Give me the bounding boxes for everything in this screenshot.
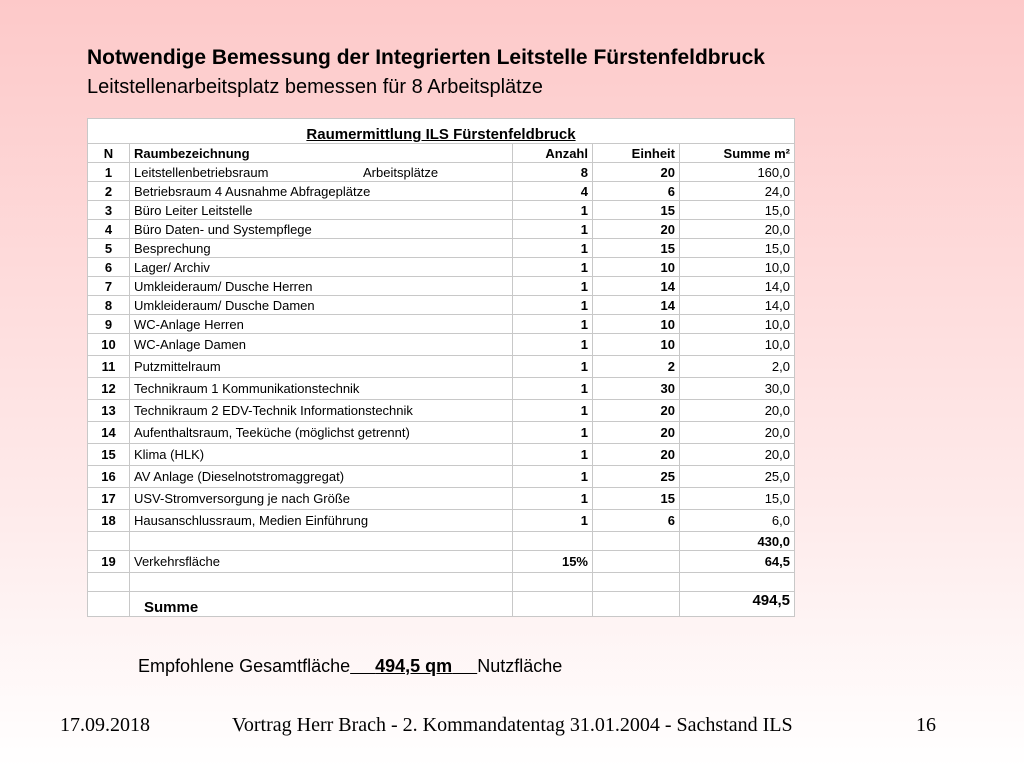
subtotal-value: 430,0 bbox=[680, 532, 795, 551]
footer-title: Vortrag Herr Brach - 2. Kommandatentag 31.01.2004 - Sachstand ILS bbox=[232, 714, 793, 736]
row-number: 13 bbox=[88, 400, 130, 422]
row-einheit: 25 bbox=[593, 466, 680, 488]
row-name-text: Technikraum 2 EDV-Technik Informationstechnik bbox=[134, 403, 413, 418]
slide-title: Notwendige Bemessung der Integrierten Leitstelle Fürstenfeldbruck bbox=[87, 46, 765, 69]
row-anzahl: 4 bbox=[513, 182, 593, 201]
table-row bbox=[88, 400, 795, 422]
recommendation-value: 494,5 qm bbox=[375, 656, 453, 676]
table-row bbox=[88, 220, 795, 239]
row-name bbox=[130, 315, 513, 334]
row-einheit: 14 bbox=[593, 296, 680, 315]
row-einheit: 15 bbox=[593, 201, 680, 220]
recommendation bbox=[138, 656, 562, 677]
table-caption-row bbox=[88, 119, 795, 144]
room-table-body bbox=[88, 119, 795, 617]
header-name: Raumbezeichnung bbox=[130, 144, 513, 163]
row-einheit: 6 bbox=[593, 510, 680, 532]
row-einheit: 10 bbox=[593, 258, 680, 277]
row-anzahl: 1 bbox=[513, 334, 593, 356]
empty-cell bbox=[88, 592, 130, 617]
row-name-text: Besprechung bbox=[134, 240, 211, 256]
table-row bbox=[88, 356, 795, 378]
empty-cell bbox=[593, 532, 680, 551]
row-name bbox=[130, 239, 513, 258]
row-summe: 20,0 bbox=[680, 220, 795, 239]
row-number: 12 bbox=[88, 378, 130, 400]
row-anzahl: 8 bbox=[513, 163, 593, 182]
empty-row bbox=[88, 573, 795, 592]
row-summe: 10,0 bbox=[680, 258, 795, 277]
row-name bbox=[130, 400, 513, 422]
header-n: N bbox=[88, 144, 130, 163]
row-name bbox=[130, 277, 513, 296]
row-name-extra: Arbeitsplätze bbox=[363, 164, 439, 180]
empty-cell bbox=[513, 573, 593, 592]
table-row bbox=[88, 510, 795, 532]
table-row bbox=[88, 422, 795, 444]
row-anzahl: 1 bbox=[513, 201, 593, 220]
recommendation-suffix: Nutzfläche bbox=[477, 656, 563, 676]
row-einheit: 10 bbox=[593, 334, 680, 356]
empty-cell bbox=[130, 573, 513, 592]
row-summe: 30,0 bbox=[680, 378, 795, 400]
row-summe: 10,0 bbox=[680, 334, 795, 356]
row-anzahl: 1 bbox=[513, 258, 593, 277]
row-anzahl: 1 bbox=[513, 444, 593, 466]
row-anzahl: 1 bbox=[513, 356, 593, 378]
row-summe: 14,0 bbox=[680, 296, 795, 315]
row-anzahl: 1 bbox=[513, 315, 593, 334]
row-name bbox=[130, 466, 513, 488]
table-header-row bbox=[88, 144, 795, 163]
row-name bbox=[130, 201, 513, 220]
row-anzahl: 1 bbox=[513, 488, 593, 510]
empty-cell bbox=[593, 551, 680, 573]
row-number: 15 bbox=[88, 444, 130, 466]
row-number: 14 bbox=[88, 422, 130, 444]
table-row bbox=[88, 466, 795, 488]
empty-cell bbox=[593, 573, 680, 592]
table-row bbox=[88, 488, 795, 510]
row-anzahl: 1 bbox=[513, 466, 593, 488]
row-number: 11 bbox=[88, 356, 130, 378]
empty-cell bbox=[513, 532, 593, 551]
row-name bbox=[130, 182, 513, 201]
total-value: 494,5 bbox=[680, 592, 795, 617]
row-name bbox=[130, 220, 513, 239]
row-name bbox=[130, 422, 513, 444]
row-name-text: Aufenthaltsraum, Teeküche (möglichst getrennt) bbox=[134, 425, 410, 440]
room-table bbox=[87, 118, 795, 617]
row-name-text: WC-Anlage Herren bbox=[134, 316, 244, 332]
recommendation-prefix: Empfohlene Gesamtfläche bbox=[138, 656, 351, 676]
row-name-text: Putzmittelraum bbox=[134, 359, 221, 374]
table-row bbox=[88, 182, 795, 201]
row-name-text: Umkleideraum/ Dusche Damen bbox=[134, 297, 315, 313]
row-summe: 15,0 bbox=[680, 488, 795, 510]
row-anzahl: 1 bbox=[513, 296, 593, 315]
row-name-text: Klima (HLK) bbox=[134, 447, 205, 462]
row-number: 1 bbox=[88, 163, 130, 182]
row-anzahl: 1 bbox=[513, 422, 593, 444]
table-row bbox=[88, 296, 795, 315]
table-row bbox=[88, 277, 795, 296]
row-anzahl: 1 bbox=[513, 400, 593, 422]
row-name bbox=[130, 296, 513, 315]
table-row bbox=[88, 444, 795, 466]
row-name-text: Betriebsraum 4 Ausnahme Abfrageplätze bbox=[134, 183, 371, 199]
row-summe: 20,0 bbox=[680, 400, 795, 422]
row-number: 19 bbox=[88, 551, 130, 573]
empty-cell bbox=[680, 573, 795, 592]
table-caption: Raumermittlung ILS Fürstenfeldbruck bbox=[88, 119, 795, 144]
row-name bbox=[130, 444, 513, 466]
row-name-text: USV-Stromversorgung je nach Größe bbox=[134, 491, 351, 506]
row-name bbox=[130, 510, 513, 532]
row-anzahl: 1 bbox=[513, 239, 593, 258]
row-einheit: 20 bbox=[593, 220, 680, 239]
row-einheit: 20 bbox=[593, 444, 680, 466]
row-einheit: 30 bbox=[593, 378, 680, 400]
row-summe: 2,0 bbox=[680, 356, 795, 378]
empty-cell bbox=[88, 573, 130, 592]
row-einheit: 20 bbox=[593, 163, 680, 182]
row-summe: 15,0 bbox=[680, 239, 795, 258]
table-row bbox=[88, 334, 795, 356]
row-number: 18 bbox=[88, 510, 130, 532]
header-einheit: Einheit bbox=[593, 144, 680, 163]
row-number: 17 bbox=[88, 488, 130, 510]
row-name-text: WC-Anlage Damen bbox=[134, 337, 246, 352]
row-summe: 14,0 bbox=[680, 277, 795, 296]
row-anzahl: 1 bbox=[513, 378, 593, 400]
header-summe: Summe m² bbox=[680, 144, 795, 163]
footer-page-number: 16 bbox=[916, 714, 936, 736]
row-name bbox=[130, 488, 513, 510]
empty-cell bbox=[130, 532, 513, 551]
empty-cell bbox=[593, 592, 680, 617]
traffic-area-row bbox=[88, 551, 795, 573]
row-summe: 15,0 bbox=[680, 201, 795, 220]
row-einheit: 20 bbox=[593, 422, 680, 444]
empty-cell bbox=[88, 532, 130, 551]
row-anzahl: 15% bbox=[513, 551, 593, 573]
row-number: 10 bbox=[88, 334, 130, 356]
header-anzahl: Anzahl bbox=[513, 144, 593, 163]
row-name-text: AV Anlage (Dieselnotstromaggregat) bbox=[134, 469, 345, 484]
table-row bbox=[88, 315, 795, 334]
row-name-text: Büro Leiter Leitstelle bbox=[134, 202, 253, 218]
row-name bbox=[130, 163, 513, 182]
subtotal-row bbox=[88, 532, 795, 551]
row-summe: 10,0 bbox=[680, 315, 795, 334]
row-name bbox=[130, 334, 513, 356]
footer-date: 17.09.2018 bbox=[60, 714, 150, 736]
row-number: 5 bbox=[88, 239, 130, 258]
slide-subtitle: Leitstellenarbeitsplatz bemessen für 8 Arbeitsplätze bbox=[87, 76, 543, 98]
row-number: 3 bbox=[88, 201, 130, 220]
row-number: 9 bbox=[88, 315, 130, 334]
row-einheit: 10 bbox=[593, 315, 680, 334]
row-name-text: Umkleideraum/ Dusche Herren bbox=[134, 278, 313, 294]
table-row bbox=[88, 163, 795, 182]
row-number: 16 bbox=[88, 466, 130, 488]
row-number: 6 bbox=[88, 258, 130, 277]
row-summe: 6,0 bbox=[680, 510, 795, 532]
row-summe: 160,0 bbox=[680, 163, 795, 182]
row-einheit: 15 bbox=[593, 488, 680, 510]
table-row bbox=[88, 258, 795, 277]
row-einheit: 6 bbox=[593, 182, 680, 201]
row-einheit: 14 bbox=[593, 277, 680, 296]
row-name-text: Lager/ Archiv bbox=[134, 259, 210, 275]
row-summe: 20,0 bbox=[680, 444, 795, 466]
row-anzahl: 1 bbox=[513, 277, 593, 296]
table-row bbox=[88, 201, 795, 220]
row-name-text: Büro Daten- und Systempflege bbox=[134, 221, 312, 237]
row-number: 2 bbox=[88, 182, 130, 201]
row-summe: 24,0 bbox=[680, 182, 795, 201]
row-summe: 20,0 bbox=[680, 422, 795, 444]
row-einheit: 15 bbox=[593, 239, 680, 258]
row-einheit: 2 bbox=[593, 356, 680, 378]
row-number: 4 bbox=[88, 220, 130, 239]
row-name-text: Technikraum 1 Kommunikationstechnik bbox=[134, 381, 360, 396]
row-number: 7 bbox=[88, 277, 130, 296]
row-anzahl: 1 bbox=[513, 510, 593, 532]
row-name bbox=[130, 378, 513, 400]
row-name bbox=[130, 356, 513, 378]
row-name-text: Hausanschlussraum, Medien Einführung bbox=[134, 513, 369, 528]
row-einheit: 20 bbox=[593, 400, 680, 422]
total-label: Summe bbox=[130, 592, 513, 617]
row-number: 8 bbox=[88, 296, 130, 315]
row-anzahl: 1 bbox=[513, 220, 593, 239]
row-name bbox=[130, 258, 513, 277]
row-summe: 64,5 bbox=[680, 551, 795, 573]
table-row bbox=[88, 378, 795, 400]
total-row bbox=[88, 592, 795, 617]
table-row bbox=[88, 239, 795, 258]
row-summe: 25,0 bbox=[680, 466, 795, 488]
row-name-text: Leitstellenbetriebsraum bbox=[134, 164, 269, 180]
row-name: Verkehrsfläche bbox=[130, 551, 513, 573]
empty-cell bbox=[513, 592, 593, 617]
